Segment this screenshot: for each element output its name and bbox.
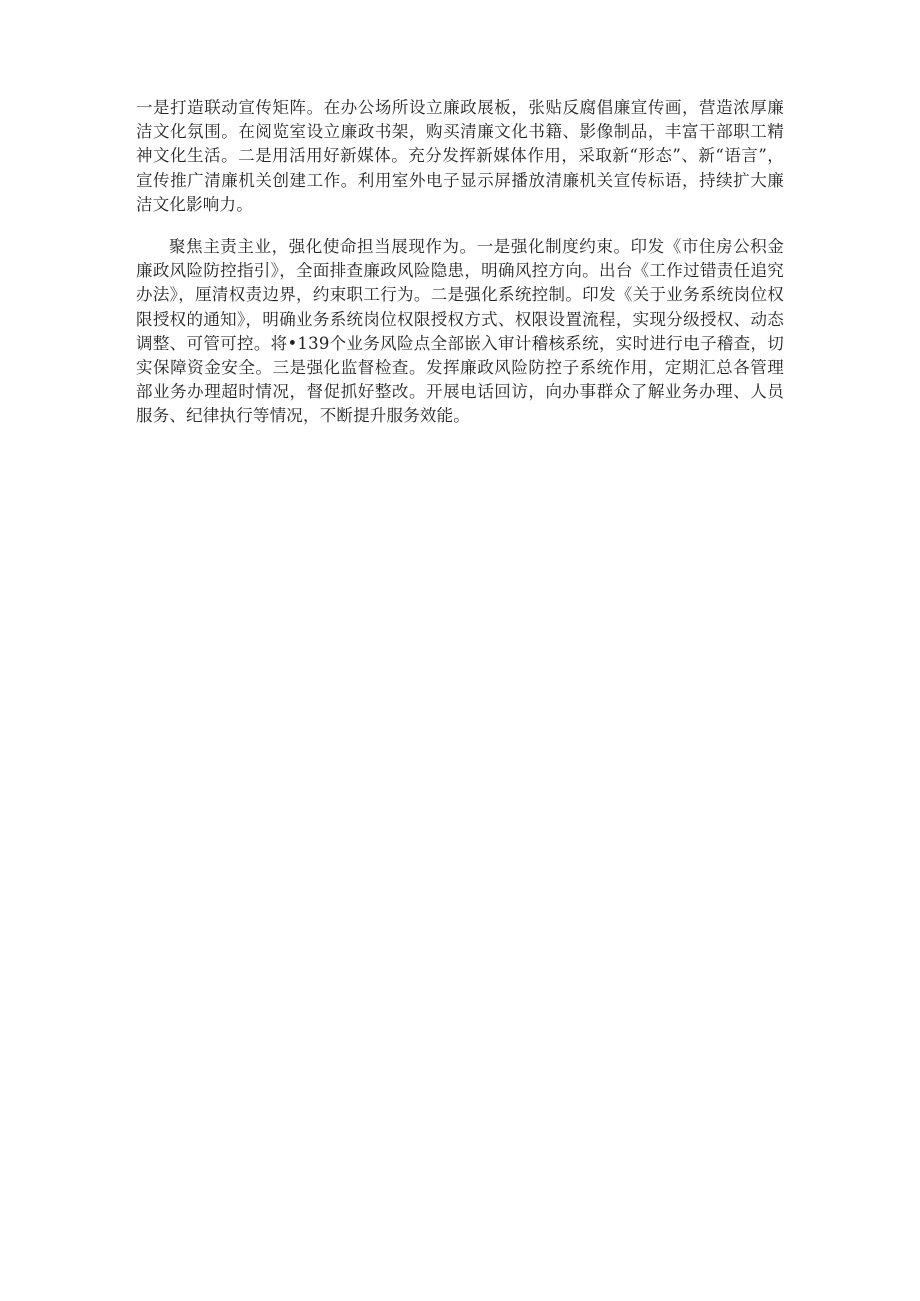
paragraph-publicity-matrix: 一是打造联动宣传矩阵。在办公场所设立廉政展板，张贴反腐倡廉宣传画，营造浓厚廉洁文化氛围。在阅览室设立廉政书架，购买清廉文化书籍、影像制品，丰富干部职工精神文化生活。二是用活用好新媒体。充分发挥新媒体作用，采取新“形态”、新“语言”，宣传推广清廉机关创建工作。利用室外电子显示屏播放清廉机关宣传标语，持续扩大廉洁文化影响力。	[136, 98, 784, 214]
document-body	[136, 96, 784, 429]
paragraph-responsibility-focus: 聚焦主责主业，强化使命担当展现作为。一是强化制度约束。印发《市住房公积金廉政风险防控指引》，全面排查廉政风险隐患，明确风控方向。出台《工作过错责任追究办法》，厘清权责边界，约束职工行为。二是强化系统控制。印发《关于业务系统岗位权限授权的通知》，明确业务系统岗位权限授权方式、权限设置流程，实现分级授权、动态调整、可管可控。将•139个业务风险点全部嵌入审计稽核系统，实时进行电子稽查，切实保障资金安全。三是强化监督检查。发挥廉政风险防控子系统作用，定期汇总各管理部业务办理超时情况，督促抓好整改。开展电话回访，向办事群众了解业务办理、人员服务、纪律执行等情况，不断提升服务效能。	[136, 237, 784, 426]
